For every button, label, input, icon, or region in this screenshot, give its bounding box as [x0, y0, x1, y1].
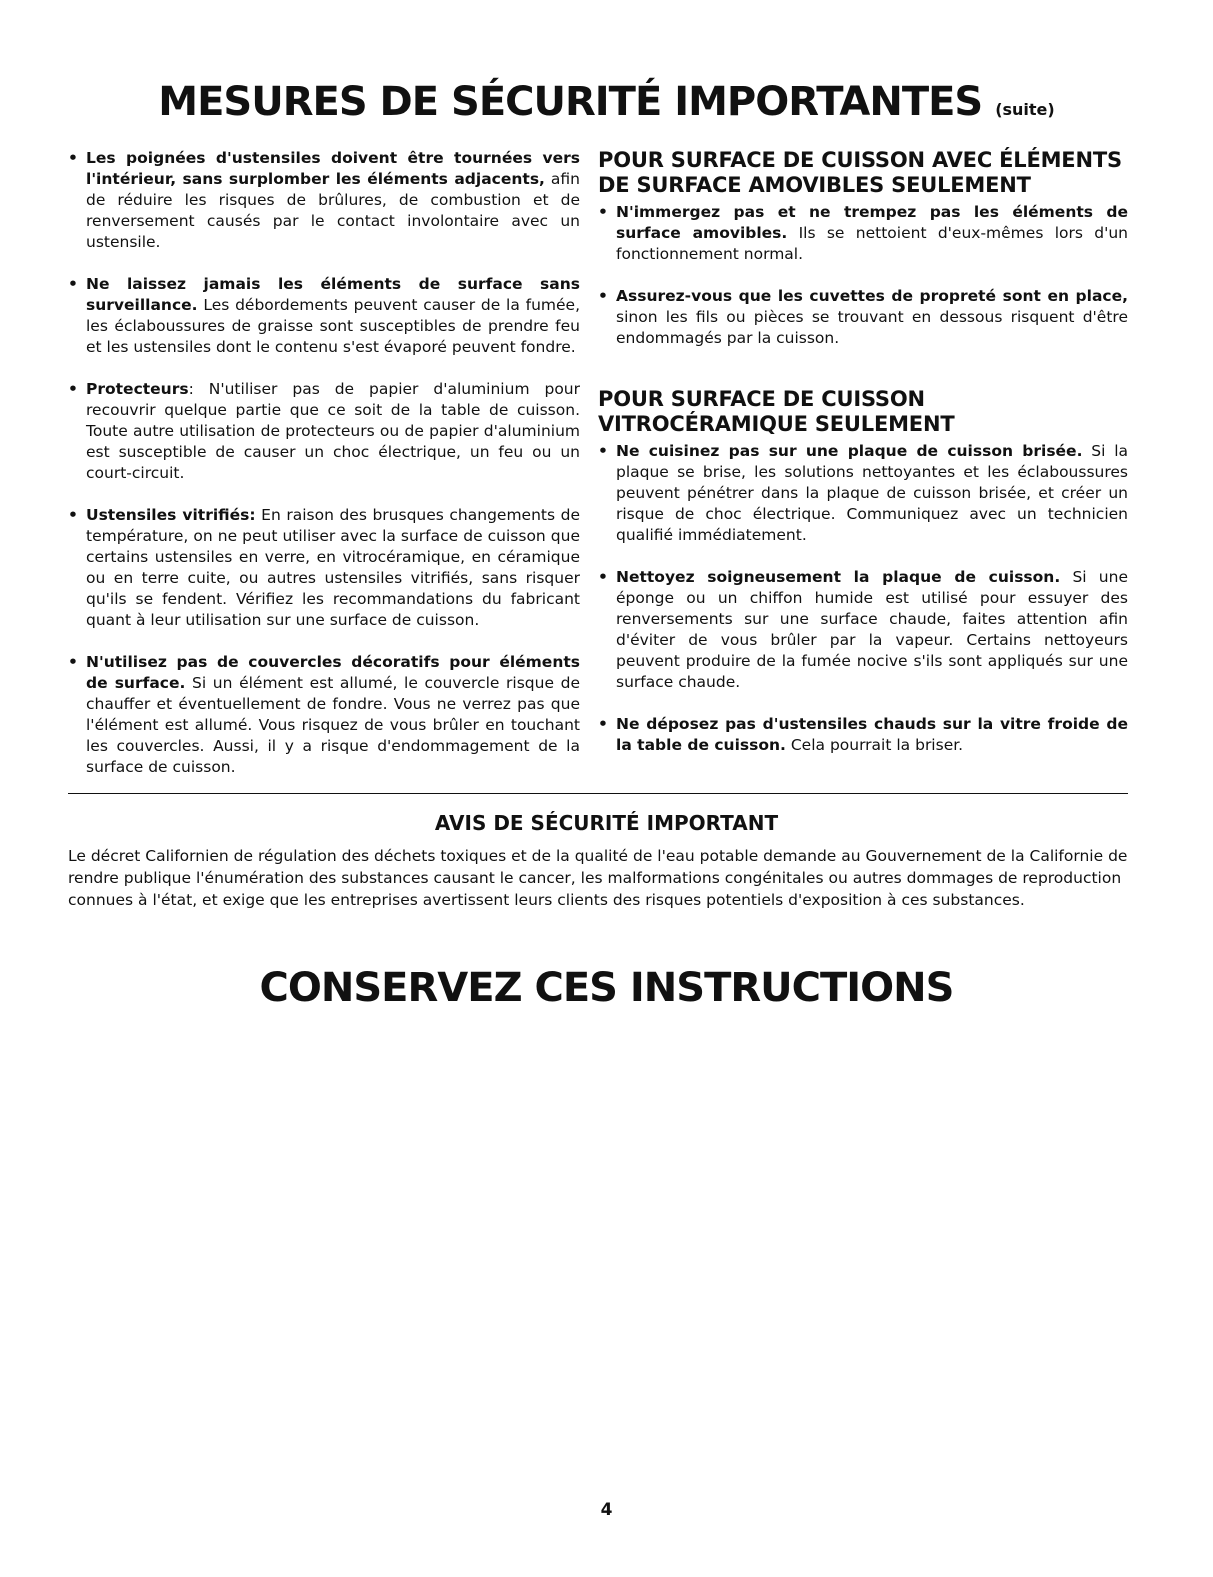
page-title [0, 78, 1213, 134]
bullet-icon: • [598, 568, 608, 586]
left-column [68, 148, 580, 799]
list-item [68, 505, 580, 631]
item-bold-text: Nettoyez soigneusement la plaque de cuisson. [616, 568, 1061, 586]
page-title-suffix: (suite) [995, 100, 1055, 119]
item-bold-text: N'utilisez pas de couvercles décoratifs pour éléments de surface. [86, 653, 580, 692]
divider [68, 793, 1128, 794]
list-item [598, 714, 1128, 756]
notice-body: Le décret Californien de régulation des déchets toxiques et de la qualité de l'eau potable demande au Gouvernement de la Californie de rendre publique l'énumération des substances causant le cancer, les malformations congénitales ou autres dommages de reproduction connues à l'état, et exige que les entreprises avertissent leurs clients des risques potentiels d'exposition à ces substances. [68, 847, 1128, 909]
bullet-icon: • [598, 287, 608, 305]
bullet-icon: • [598, 203, 608, 221]
right-column [598, 148, 1128, 777]
list-item [598, 567, 1128, 693]
notice-heading: AVIS DE SÉCURITÉ IMPORTANT [434, 811, 779, 835]
section-removable-elements [598, 148, 1128, 349]
item-bold-text: Assurez-vous que les cuvettes de propreté sont en place, [616, 287, 1128, 305]
item-text: afin de réduire les risques de brûlures, de combustion et de renversement causés par le contact involontaire avec un ustensile. [86, 170, 580, 251]
list-item [598, 286, 1128, 349]
bullet-icon: • [68, 380, 78, 398]
item-bold-text: Ne laissez jamais les éléments de surface sans surveillance. [86, 275, 580, 314]
item-text: Ils se nettoient d'eux-mêmes lors d'un fonctionnement normal. [616, 224, 1128, 263]
footer-title: CONSERVEZ CES INSTRUCTIONS [259, 965, 954, 1011]
item-bold-text: Protecteurs [86, 380, 189, 398]
item-text: Si la plaque se brise, les solutions nettoyantes et les éclaboussures peuvent pénétrer dans la plaque de cuisson brisée, et créer un risque de choc électrique. Communiquez avec un technicien qualifié immédiatement. [616, 442, 1129, 544]
list-item [598, 202, 1128, 265]
item-bold-text: N'immergez pas et ne trempez pas les éléments de surface amovibles. [616, 203, 1128, 242]
list-item [68, 652, 580, 778]
bullet-icon: • [68, 653, 78, 671]
page-title-text: MESURES DE SÉCURITÉ IMPORTANTES [158, 79, 983, 125]
item-bold-text: Ne déposez pas d'ustensiles chauds sur la vitre froide de la table de cuisson. [616, 715, 1128, 754]
item-text: Les débordements peuvent causer de la fumée, les éclaboussures de graisse sont susceptibles de prendre feu et les ustensiles dont le contenu s'est évaporé peuvent fondre. [86, 296, 580, 356]
section-heading: POUR SURFACE DE CUISSON VITROCÉRAMIQUE SEULEMENT [598, 387, 955, 436]
item-text: Si une éponge ou un chiffon humide est utilisé pour essuyer des renversements sur une surface chaude, faites attention afin d'éviter de vous brûler par la vapeur. Certains nettoyeurs peuvent produire de la fumée nocive s'ils sont appliqués sur une surface chaude. [616, 568, 1128, 691]
bullet-icon: • [68, 275, 78, 293]
list-item [68, 379, 580, 484]
bullet-icon: • [68, 149, 78, 167]
item-text: Cela pourrait la briser. [785, 736, 964, 754]
item-bold-text: Ustensiles vitrifiés: [86, 506, 256, 524]
page-number: 4 [600, 1500, 613, 1520]
item-text: En raison des brusques changements de température, on ne peut utiliser avec la surface de cuisson que certains ustensiles en verre, en vitrocéramique, en céramique ou en terre cuite, ou autres ustensiles vitrifiés, sans risquer qu'ils se fendent. Vérifiez les recommandations du fabricant quant à leur utilisation sur une surface de cuisson. [86, 506, 581, 629]
item-bold-text: Ne cuisinez pas sur une plaque de cuisson brisée. [616, 442, 1083, 460]
item-text: Si un élément est allumé, le couvercle risque de chauffer et éventuellement de fondre. Vous ne verrez pas que l'élément est allumé. Vous risquez de vous brûler en touchant les couvercles. Aussi, il y a risque d'endommagement de la surface de cuisson. [86, 674, 581, 776]
list-item [68, 148, 580, 253]
list-item [68, 274, 580, 358]
section-glass-ceramic [598, 387, 1128, 756]
section-heading: POUR SURFACE DE CUISSON AVEC ÉLÉMENTS DE SURFACE AMOVIBLES SEULEMENT [598, 148, 1122, 197]
item-bold-text: Les poignées d'ustensiles doivent être tournées vers l'intérieur, sans surplomber les éléments adjacents, [86, 149, 580, 188]
list-item [598, 441, 1128, 546]
bullet-icon: • [598, 442, 608, 460]
bullet-icon: • [598, 715, 608, 733]
item-text: sinon les fils ou pièces se trouvant en dessous risquent d'être endommagés par la cuisson. [616, 308, 1128, 347]
bullet-icon: • [68, 506, 78, 524]
item-text: : N'utiliser pas de papier d'aluminium pour recouvrir quelque partie que ce soit de la table de cuisson. Toute autre utilisation de protecteurs ou de papier d'aluminium est susceptible de causer un choc électrique, un feu ou un court-circuit. [86, 380, 580, 482]
